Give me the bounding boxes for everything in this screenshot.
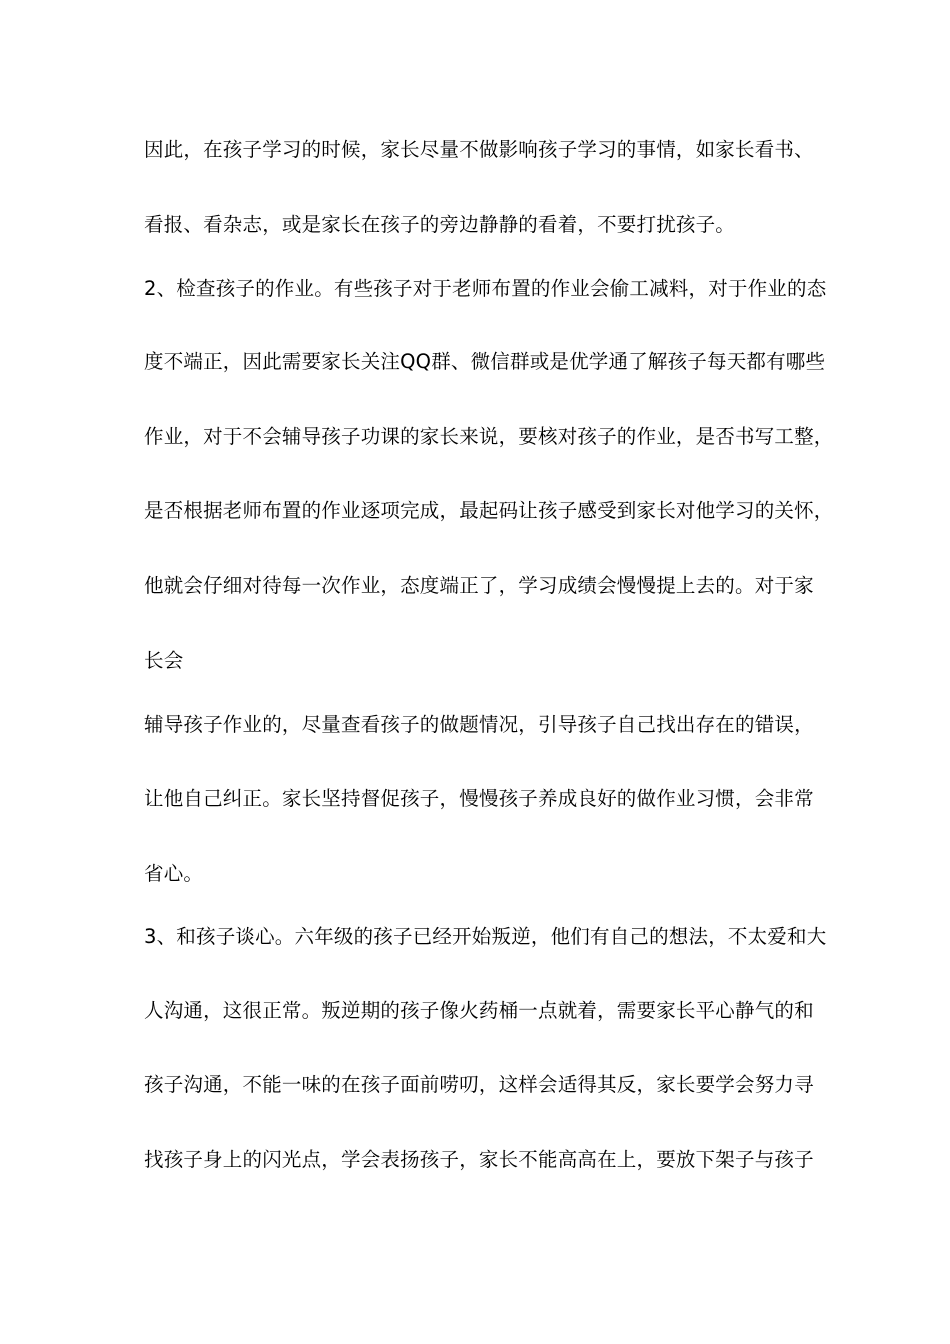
text-line: 人沟通，这很正常。叛逆期的孩子像火药桶一点就着，需要家长平心静气的和 [144,999,814,1022]
text-line: 他就会仔细对待每一次作业，态度端正了，学习成绩会慢慢提上去的。对于家 [144,574,814,597]
text-line: 长会 [144,649,184,672]
text-line: 是否根据老师布置的作业逐项完成，最起码让孩子感受到家长对他学习的关怀， [144,499,834,522]
text-line: 因此，在孩子学习的时候，家长尽量不做影响孩子学习的事情，如家长看书、 [144,138,814,161]
text-line: 辅导孩子作业的，尽量查看孩子的做题情况，引导孩子自己找出存在的错误， [144,713,814,736]
text-line: 作业，对于不会辅导孩子功课的家长来说，要核对孩子的作业，是否书写工整， [144,425,834,448]
text-line: 看报、看杂志，或是家长在孩子的旁边静静的看着，不要打扰孩子。 [144,213,736,236]
text-line: 2、检查孩子的作业。有些孩子对于老师布置的作业会偷工减料，对于作业的态 [144,277,827,300]
text-line: 3、和孩子谈心。六年级的孩子已经开始叛逆，他们有自己的想法，不太爱和大 [144,925,827,948]
text-line: 孩子沟通，不能一味的在孩子面前唠叨，这样会适得其反，家长要学会努力寻 [144,1073,814,1096]
text-line: 度不端正，因此需要家长关注QQ群、微信群或是优学通了解孩子每天都有哪些 [144,350,826,373]
text-line: 省心。 [144,862,204,885]
text-line: 让他自己纠正。家长坚持督促孩子，慢慢孩子养成良好的做作业习惯，会非常 [144,787,814,810]
text-line: 找孩子身上的闪光点，学会表扬孩子，家长不能高高在上，要放下架子与孩子 [144,1148,814,1171]
